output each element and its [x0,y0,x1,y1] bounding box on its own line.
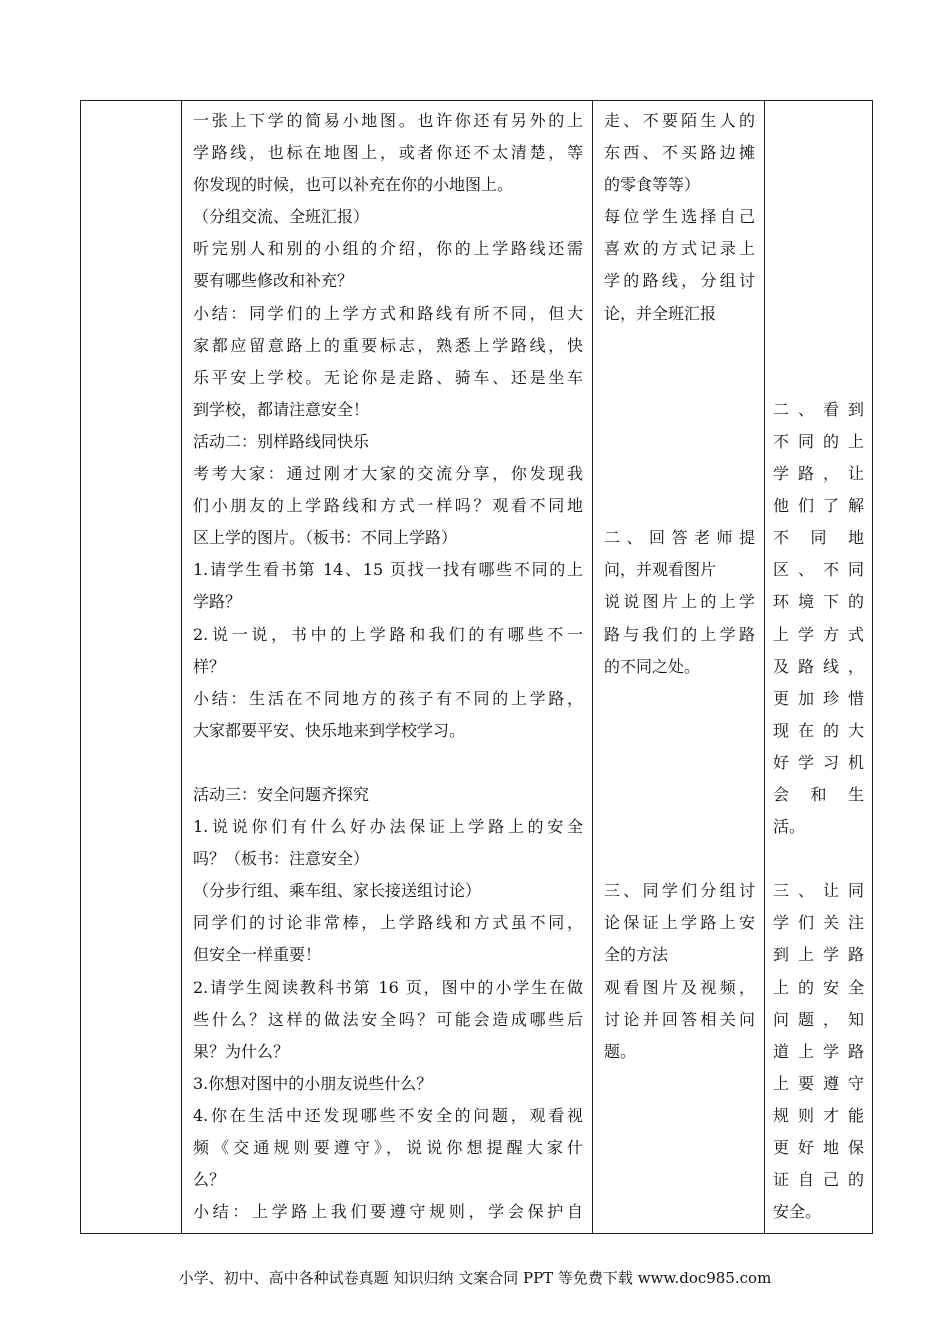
text-line: 活。 [773,817,806,837]
text-line: 上的安全 [773,977,864,997]
text-line [604,683,755,715]
student-activity-text [593,101,764,1068]
text-line: 学路？ [193,592,242,612]
text-line [604,811,755,843]
text-line: 大家都要平安、快乐地来到学校学习。 [193,720,466,740]
text-line [604,779,755,811]
text-line: 到上学路 [773,945,864,965]
text-line [604,330,755,362]
text-line: 上学方式 [773,624,864,644]
text-line [773,298,864,330]
text-line [773,265,864,297]
text-line: 走、不要陌生人的 [604,111,755,130]
text-line [773,201,864,233]
text-line: 路与我们的上学路 [604,624,755,644]
text-line: 东西、不买路边摊 [604,143,755,163]
text-line: 三、让同 [773,881,864,901]
text-line [604,458,755,490]
text-line: （分组交流、全班汇报） [193,207,370,227]
text-line [604,490,755,522]
text-line: 们小朋友的上学路线和方式一样吗？观看不同地 [193,496,583,516]
text-line: 每位学生选择自己 [604,207,755,227]
text-line: 4.你在生活中还发现哪些不安全的问题，观看视 [193,1105,583,1125]
text-line: 二、看到 [773,399,864,419]
text-line [773,843,864,875]
text-line: 规则才能 [773,1105,864,1125]
text-line: 及路线， [773,656,864,676]
text-line: 到学校，都请注意安全！ [193,399,370,419]
text-line: 好学习机 [773,752,864,772]
text-line: 喜欢的方式记录上 [604,239,755,259]
text-line: 小结：上学路上我们要遵守规则，学会保护自 [193,1202,583,1222]
text-line: 观看图片及视频， [604,977,755,997]
text-line: 区上学的图片。（板书：不同上学路） [193,528,458,548]
text-line [773,137,864,169]
text-line: 但安全一样重要！ [193,945,322,965]
text-line: 活动三：安全问题齐探究 [193,784,370,804]
text-line: 2.请学生阅读教科书第 16 页，图中的小学生在做 [193,977,583,997]
text-line [773,169,864,201]
text-line: 更好地保 [773,1138,864,1157]
text-line: 学们关注 [773,913,864,933]
text-line: 家都应留意路上的重要标志，熟悉上学路线，快 [193,335,583,355]
text-line [604,843,755,875]
teacher-activity-text [182,101,592,1228]
text-line: 证自己的 [773,1170,864,1190]
lesson-plan-table [80,100,873,1234]
text-line: 的不同之处。 [604,656,701,676]
text-line: 么？ [193,1170,226,1190]
text-line: 小结：同学们的上学方式和路线有所不同，但大 [193,303,583,323]
text-line: 问，并观看图片 [604,560,717,580]
text-line: 的零食等等） [604,175,701,195]
text-line [604,747,755,779]
text-line: 学路，让 [773,464,864,484]
text-line: 区、不同 [773,560,864,580]
text-line: 安全。 [773,1202,822,1222]
text-line: 活动二：别样路线同快乐 [193,431,370,451]
text-line: 上要遵守 [773,1073,864,1093]
text-line: （分步行组、乘车组、家长接送组讨论） [193,881,482,901]
text-line: 1.请学生看书第 14、15 页找一找有哪些不同的上 [193,560,583,580]
text-line: 二、回答老师提 [604,528,755,548]
text-line: 论保证上学路上安 [604,913,755,933]
lesson-plan-table-wrapper [80,100,872,1234]
text-line: 他们了解 [773,496,864,516]
text-line [604,362,755,394]
text-line: 讨论并回答相关问 [604,1009,755,1029]
text-line: 题。 [604,1041,637,1061]
text-line: 同学们的讨论非常棒，上学路线和方式虽不同， [193,913,583,933]
text-line: 学路线，也标在地图上，或者你还不太清楚，等 [193,143,583,163]
text-line [773,105,864,137]
text-line [604,394,755,426]
text-line: 会和生 [773,784,864,804]
text-line [604,426,755,458]
section-label-cell [81,101,182,1234]
text-line [773,330,864,362]
student-activity-cell [593,101,765,1234]
text-line: 考考大家：通过刚才大家的交流分享，你发现我 [193,464,583,484]
text-line: 三、同学们分组讨 [604,881,755,901]
design-intent-cell [765,101,873,1234]
text-line: 1.说说你们有什么好办法保证上学路上的安全 [193,817,583,837]
text-line: 3.你想对图中的小朋友说些什么？ [193,1073,433,1093]
text-line: 全的方法 [604,945,669,965]
text-line: 一张上下学的简易小地图。也许你还有另外的上 [193,111,583,130]
text-line: 问题，知 [773,1009,864,1029]
text-line: 环境下的 [773,592,864,612]
text-line: 说说图片上的上学 [604,592,755,612]
text-line: 2.说一说，书中的上学路和我们的有哪些不一 [193,624,583,644]
page-footer: 小学、初中、高中各种试卷真题 知识归纳 文案合同 PPT 等免费下载 www.doc985.com [178,1269,772,1287]
table-row [81,101,873,1234]
design-intent-text [765,101,872,1228]
text-line: 现在的大 [773,720,864,740]
text-line [193,747,583,779]
text-line: 频《交通规则要遵守》，说说你想提醒大家什 [193,1138,583,1157]
text-line: 更加珍惜 [773,688,864,708]
text-line: 乐平安上学校。无论你是走路、骑车、还是坐车 [193,367,583,387]
text-line: 论，并全班汇报 [604,303,717,323]
text-line [773,233,864,265]
text-line: 不同地 [773,528,864,548]
text-line: 听完别人和别的小组的介绍，你的上学路线还需 [193,239,583,259]
text-line [773,362,864,394]
text-line: 样？ [193,656,226,676]
text-line: 不同的上 [773,431,864,451]
text-line: 吗？（板书：注意安全） [193,849,370,869]
text-line [604,715,755,747]
text-line: 小结：生活在不同地方的孩子有不同的上学路， [193,688,583,708]
text-line: 道上学路 [773,1041,864,1061]
text-line: 果？为什么？ [193,1041,290,1061]
text-line: 要有哪些修改和补充？ [193,271,354,291]
text-line: 学的路线，分组讨 [604,271,755,291]
text-line: 你发现的时候，也可以补充在你的小地图上。 [193,175,514,195]
teacher-activity-cell [182,101,593,1234]
text-line: 些什么？这样的做法安全吗？可能会造成哪些后 [193,1009,583,1029]
